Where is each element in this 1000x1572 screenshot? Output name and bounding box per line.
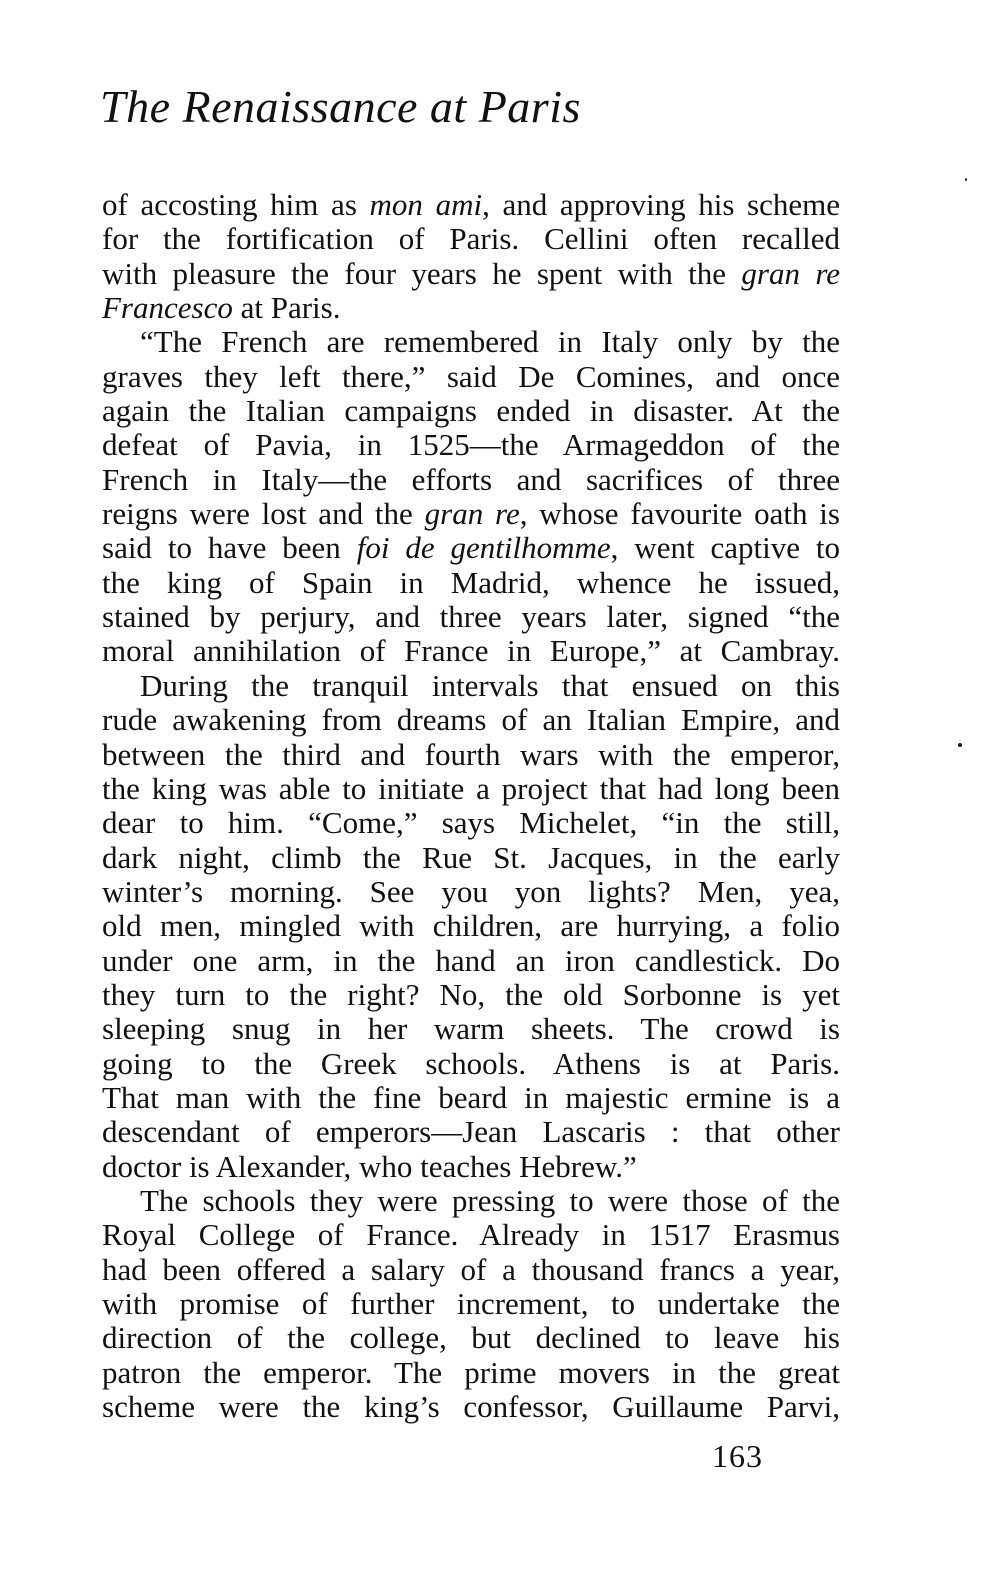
text-line: [102, 1184, 840, 1218]
text-run: During the tranquil intervals that ensued on this: [140, 667, 840, 703]
text-line: [102, 1218, 840, 1252]
text-run: they turn to the right? No, the old Sorbonne is yet: [102, 976, 840, 1012]
text-line: [102, 497, 840, 531]
text-line: [102, 291, 840, 325]
text-line: [102, 1253, 840, 1287]
text-run: French in Italy—the efforts and sacrifices of three: [102, 461, 840, 497]
italic-phrase: foi de gentilhomme: [356, 530, 611, 566]
text-line: [102, 1321, 840, 1355]
text-run: said to have been: [102, 530, 357, 566]
text-line: [102, 1081, 840, 1115]
text-run: direction of the college, but declined to leave his: [102, 1320, 840, 1356]
italic-phrase: gran re: [741, 255, 840, 291]
text-run: patron the emperor. The prime movers in the great: [102, 1354, 840, 1390]
text-line: [102, 1115, 840, 1149]
text-run: reigns were lost and the: [102, 496, 425, 532]
text-run: for the fortification of Paris. Cellini often recalled: [102, 221, 840, 257]
text-run: , and approving his scheme: [482, 187, 840, 222]
text-line: [102, 360, 840, 394]
text-run: with promise of further increment, to undertake the: [102, 1286, 840, 1321]
text-run: dark night, climb the Rue St. Jacques, in the early: [102, 839, 840, 875]
text-run: with pleasure the four years he spent with the: [102, 255, 742, 291]
text-line: [102, 738, 840, 772]
text-run: The schools they were pressing to were those of the: [140, 1182, 840, 1218]
scan-speck: [958, 743, 962, 747]
text-run: at Paris.: [232, 290, 341, 326]
text-line: [102, 257, 840, 291]
text-line: [102, 1047, 840, 1081]
text-line: [102, 669, 840, 703]
text-run: winter’s morning. See you yon lights? Men, yea,: [102, 873, 840, 909]
text-line: [102, 1287, 840, 1321]
text-line: [102, 531, 840, 565]
text-run: going to the Greek schools. Athens is at Paris.: [102, 1045, 840, 1081]
text-line: [102, 634, 840, 668]
text-run: , whose favourite oath is: [519, 496, 840, 532]
text-line: [102, 325, 840, 359]
text-run: between the third and fourth wars with the emperor,: [102, 736, 840, 772]
text-run: the king was able to initiate a project that had long been: [102, 770, 840, 806]
text-line: [102, 806, 840, 840]
text-line: [102, 841, 840, 875]
scan-speck: [965, 178, 967, 181]
italic-phrase: mon ami: [369, 187, 483, 222]
text-line: [102, 1012, 840, 1046]
text-run: “The French are remembered in Italy only by the: [140, 324, 840, 360]
text-run: again the Italian campaigns ended in disaster. At the: [102, 393, 840, 429]
running-head: The Renaissance at Paris: [100, 81, 581, 132]
text-line: [102, 1390, 840, 1424]
text-line: [102, 600, 840, 634]
text-line: [102, 222, 840, 256]
text-line: [102, 772, 840, 806]
text-run: of accosting him as: [102, 187, 370, 222]
text-line: [102, 1356, 840, 1390]
body-text: [102, 188, 840, 1424]
text-run: dear to him. “Come,” says Michelet, “in the still,: [102, 805, 840, 841]
text-line: [102, 428, 840, 462]
text-line: [102, 909, 840, 943]
text-run: scheme were the king’s confessor, Guillaume Parvi,: [102, 1389, 840, 1425]
text-run: Royal College of France. Already in 1517 Erasmus: [102, 1217, 840, 1253]
text-run: That man with the fine beard in majestic ermine is a: [102, 1079, 840, 1115]
text-line: [102, 394, 840, 428]
text-line: [102, 1150, 840, 1184]
text-run: sleeping snug in her warm sheets. The crowd is: [102, 1011, 840, 1047]
text-run: , went captive to: [610, 530, 840, 566]
text-run: under one arm, in the hand an iron candlestick. Do: [102, 942, 840, 978]
text-run: descendant of emperors—Jean Lascaris : that other: [102, 1114, 840, 1150]
text-line: [102, 978, 840, 1012]
text-line: [102, 566, 840, 600]
text-line: [102, 463, 840, 497]
text-run: had been offered a salary of a thousand francs a year,: [102, 1251, 840, 1287]
italic-phrase: gran re: [424, 496, 520, 532]
text-run: stained by perjury, and three years later, signed “the: [102, 599, 840, 635]
text-line: [102, 703, 840, 737]
text-line: [102, 188, 840, 222]
page-number: 163: [712, 1438, 763, 1474]
text-run: defeat of Pavia, in 1525—the Armageddon of the: [102, 427, 840, 463]
text-line: [102, 944, 840, 978]
text-run: the king of Spain in Madrid, whence he issued,: [102, 564, 840, 600]
text-line: [102, 875, 840, 909]
italic-phrase: Francesco: [102, 290, 233, 326]
text-run: rude awakening from dreams of an Italian Empire, and: [102, 702, 840, 738]
text-run: graves they left there,” said De Comines, and once: [102, 358, 840, 394]
text-run: moral annihilation of France in Europe,” at Cambray.: [102, 633, 840, 669]
text-run: old men, mingled with children, are hurrying, a folio: [102, 908, 840, 944]
text-run: doctor is Alexander, who teaches Hebrew.”: [102, 1148, 637, 1184]
